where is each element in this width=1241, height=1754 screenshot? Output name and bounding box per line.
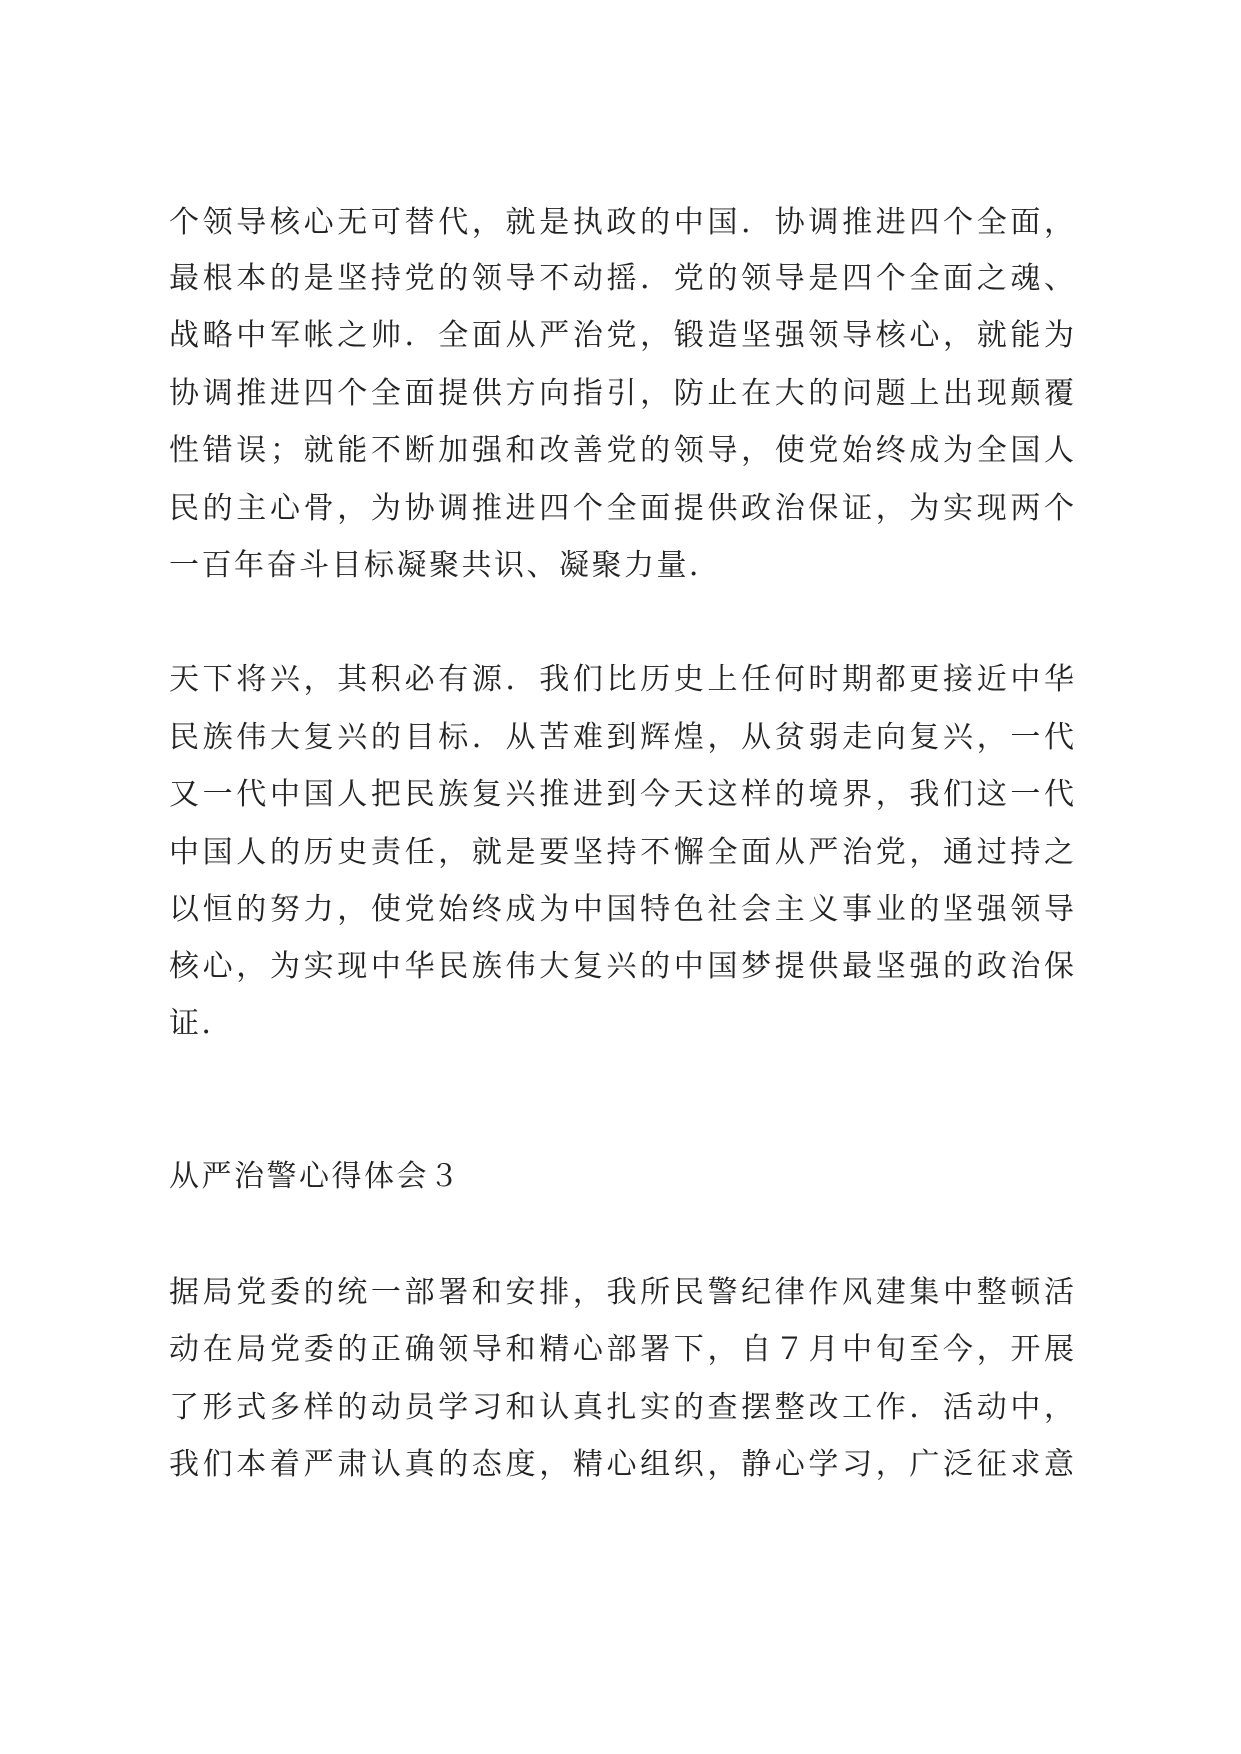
text-line: 我们本着严肃认真的态度，精心组织，静心学习，广泛征求意 — [169, 1447, 1074, 1482]
text-line: 天下将兴，其积必有源．我们比历史上任何时期都更接近中华 — [169, 662, 1074, 697]
text-line: 核心，为实现中华民族伟大复兴的中国梦提供最坚强的政治保 — [169, 949, 1074, 984]
text-line: 了形式多样的动员学习和认真扎实的查摆整改工作．活动中， — [169, 1390, 1074, 1425]
text-line: 一百年奋斗目标凝聚共识、凝聚力量． — [169, 548, 722, 583]
text-line: 民族伟大复兴的目标．从苦难到辉煌，从贫弱走向复兴，一代 — [169, 720, 1074, 755]
text-line: 动在局党委的正确领导和精心部署下，自７月中旬至今，开展 — [169, 1332, 1074, 1367]
text-line: 民的主心骨，为协调推进四个全面提供政治保证，为实现两个 — [169, 491, 1074, 526]
text-line: 以恒的努力，使党始终成为中国特色社会主义事业的坚强领导 — [169, 892, 1074, 927]
text-line: 据局党委的统一部署和安排，我所民警纪律作风建集中整顿活 — [169, 1275, 1074, 1310]
text-line: 最根本的是坚持党的领导不动摇．党的领导是四个全面之魂、 — [169, 261, 1074, 296]
text-line: 性错误；就能不断加强和改善党的领导，使党始终成为全国人 — [169, 433, 1074, 468]
text-line: 证． — [169, 1006, 234, 1041]
text-line: 中国人的历史责任，就是要坚持不懈全面从严治党，通过持之 — [169, 835, 1074, 870]
text-line: 协调推进四个全面提供方向指引，防止在大的问题上出现颠覆 — [169, 376, 1074, 411]
text-line: 个领导核心无可替代，就是执政的中国．协调推进四个全面， — [169, 205, 1074, 240]
text-line: 战略中军帐之帅．全面从严治党，锻造坚强领导核心，就能为 — [169, 318, 1074, 353]
section-heading: 从严治警心得体会３ — [169, 1159, 462, 1194]
text-line: 又一代中国人把民族复兴推进到今天这样的境界，我们这一代 — [169, 777, 1074, 812]
